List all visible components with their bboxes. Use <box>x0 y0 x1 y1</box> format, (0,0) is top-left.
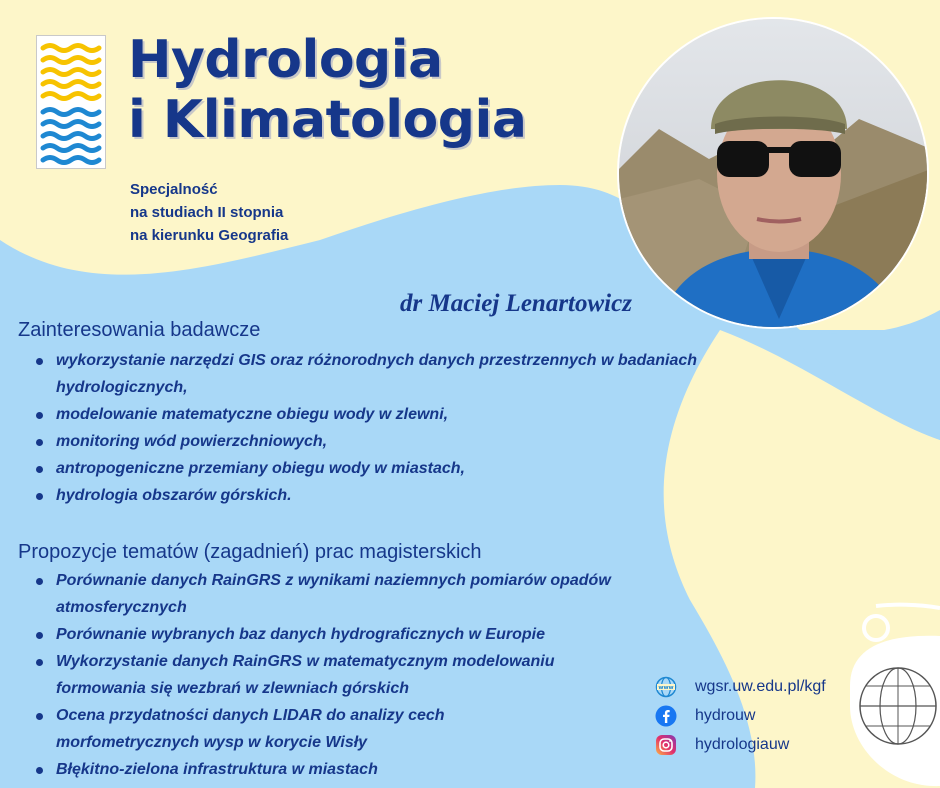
list-item-continuation: atmosferycznych <box>56 599 187 616</box>
interests-list <box>36 347 796 509</box>
facebook-text: hydrouw <box>695 706 756 724</box>
contact-list <box>655 672 826 759</box>
topics-list <box>36 567 676 783</box>
title-line-1: Hydrologia <box>128 30 443 90</box>
list-item: monitoring wód powierzchniowych, <box>36 428 796 455</box>
list-item: Błękitno-zielona infrastruktura w miastach <box>36 756 676 783</box>
website-link[interactable] <box>655 672 826 701</box>
bullet <box>36 659 43 666</box>
globe-www-icon <box>655 676 677 698</box>
list-item: Porównanie danych RainGRS z wynikami naziemnych pomiarów opadów <box>36 567 676 594</box>
person-name: dr Maciej Lenartowicz <box>400 290 632 317</box>
list-item-continuation: hydrologicznych, <box>56 379 188 396</box>
list-item: Porównanie wybranych baz danych hydrograficznych w Europie <box>36 621 676 648</box>
subtitle-line-1: Specjalność <box>130 181 218 198</box>
subtitle-line-2: na studiach II stopnia <box>130 204 284 221</box>
title-line-2: i Klimatologia <box>128 90 527 150</box>
bullet <box>36 412 43 419</box>
bullet <box>36 578 43 585</box>
list-item: wykorzystanie narzędzi GIS oraz różnorodnych danych przestrzennych w badaniach <box>36 347 796 374</box>
portrait-photo <box>617 17 929 329</box>
instagram-icon <box>655 734 677 756</box>
bullet <box>36 358 43 365</box>
list-item: modelowanie matematyczne obiegu wody w zlewni, <box>36 401 796 428</box>
bullet <box>36 466 43 473</box>
page-title <box>128 30 526 150</box>
list-item: Ocena przydatności danych LIDAR do analizy cech <box>36 702 676 729</box>
list-item: antropogeniczne przemiany obiegu wody w miastach, <box>36 455 796 482</box>
hydrology-logo <box>36 35 106 169</box>
bullet <box>36 632 43 639</box>
bullet <box>36 439 43 446</box>
bullet <box>36 713 43 720</box>
www-label: www <box>658 684 674 691</box>
facebook-icon <box>655 705 677 727</box>
list-item: hydrologia obszarów górskich. <box>36 482 796 509</box>
university-logo <box>848 596 940 788</box>
facebook-link[interactable] <box>655 701 826 730</box>
interests-heading: Zainteresowania badawcze <box>18 319 261 341</box>
list-item-continuation: formowania się wezbrań w zlewniach górskich <box>56 680 409 697</box>
instagram-text: hydrologiauw <box>695 735 790 753</box>
bullet <box>36 493 43 500</box>
list-item: Wykorzystanie danych RainGRS w matematycznym modelowaniu <box>36 648 676 675</box>
bullet <box>36 767 43 774</box>
subtitle-line-3: na kierunku Geografia <box>130 227 289 244</box>
subtitle <box>130 178 288 247</box>
list-item-continuation: morfometrycznych wysp w korycie Wisły <box>56 734 368 751</box>
instagram-link[interactable] <box>655 730 826 759</box>
topics-heading: Propozycje tematów (zagadnień) prac magisterskich <box>18 541 482 563</box>
website-text: wgsr.uw.edu.pl/kgf <box>695 677 826 695</box>
